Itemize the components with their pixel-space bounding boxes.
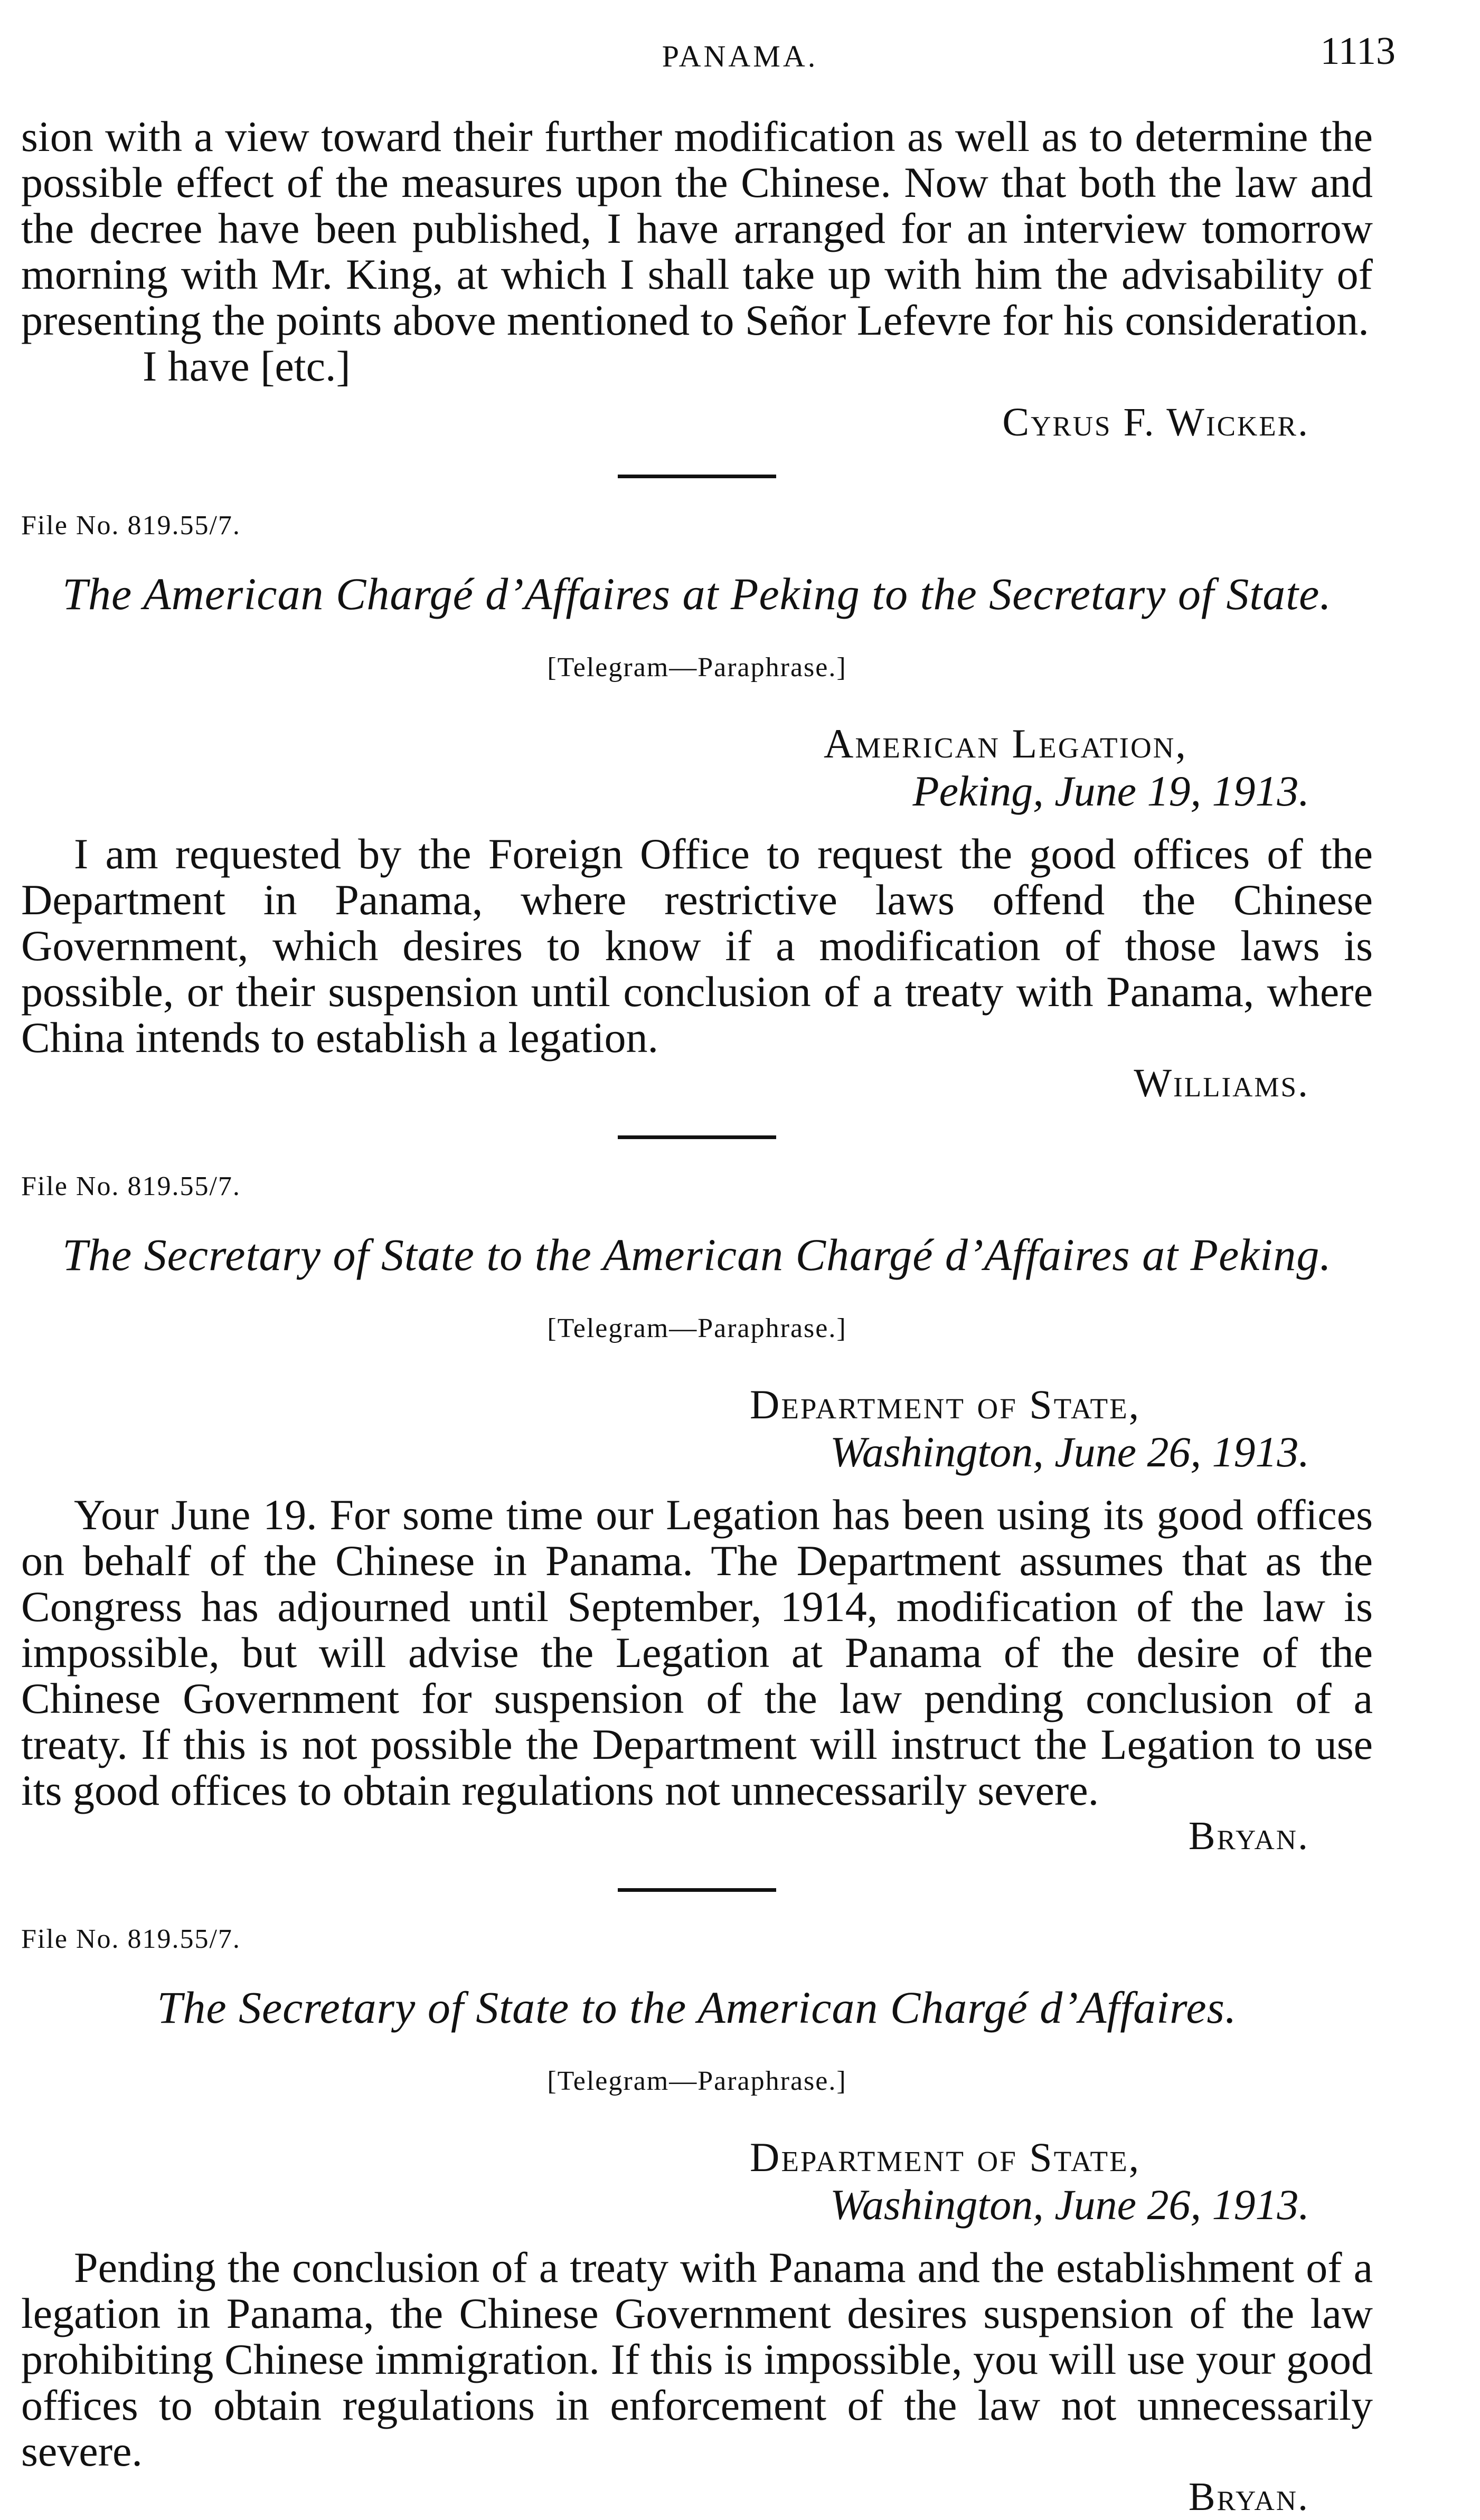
document-title: The Secretary of State to the American Chargé d’Affaires at Peking. [62, 1229, 1332, 1280]
file-number: File No. 819.55/7. [21, 1924, 241, 1954]
document-type: [Telegram—Paraphrase.] [547, 1313, 847, 1343]
sender-line: Department of State, [750, 1381, 1141, 1427]
sender-line: Department of State, [750, 2134, 1141, 2180]
date: June 19, 1913. [1054, 767, 1309, 815]
intro-section [21, 113, 1373, 446]
date: June 26, 1913. [1054, 1428, 1309, 1476]
page-header [0, 29, 1480, 77]
sender-line: American Legation, [824, 721, 1187, 766]
running-head: PANAMA. [662, 39, 818, 73]
document-title: The Secretary of State to the American Chargé d’Affaires. [157, 1982, 1237, 2033]
section-divider [618, 475, 776, 478]
document-signature: Bryan. [1188, 2475, 1309, 2519]
document-signature: Bryan. [1188, 1814, 1309, 1858]
document-type: [Telegram—Paraphrase.] [547, 2066, 847, 2096]
file-number: File No. 819.55/7. [21, 1171, 241, 1201]
document-entry [21, 1924, 1373, 2520]
document-entry [21, 510, 1373, 1106]
document-signature: Williams. [1134, 1061, 1309, 1105]
section-divider [618, 1888, 776, 1892]
place: Washington, [829, 2181, 1044, 2229]
document-entry [21, 1171, 1373, 1859]
place-date [21, 1428, 1373, 1476]
intro-paragraph: sion with a view toward their further modification as well as to determine the possible effect of the measures upon the Chinese. Now that both the law and the decree have been published, I have arranged for an interview tomorrow morning with Mr. King, at which I shall take up with him the advisability of presenting the points above mentioned to Señor Lefevre for his consideration. [21, 112, 1373, 344]
date: June 26, 1913. [1054, 2181, 1309, 2229]
document-body: I am requested by the Foreign Office to request the good offices of the Department in Panama, where restrictive laws offend the Chinese Government, which desires to know if a modification of those laws is possible, or their suspension until conclusion of a treaty with Panama, where China intends to establish a legation. [21, 830, 1373, 1062]
section-divider [618, 1135, 776, 1139]
place: Washington, [829, 1428, 1044, 1476]
intro-closing: I have [etc.] [143, 342, 351, 390]
document-body: Your June 19. For some time our Legation has been using its good offices on behalf of the Chinese in Panama. The Department assumes that as the Congress has adjourned until September, 1914, modification of the law is impossible, but will advise the Legation at Panama of the desire of the Chinese Government for suspension of the law pending conclusion of a treaty. If this is not possible the Department will instruct the Legation to use its good offices to obtain regulations not unnecessarily severe. [21, 1491, 1373, 1814]
page-number: 1113 [1320, 30, 1396, 73]
document-title: The American Chargé d’Affaires at Peking to the Secretary of State. [62, 569, 1332, 619]
intro-signature: Cyrus F. Wicker. [1002, 400, 1309, 444]
place: Peking, [912, 767, 1044, 815]
document-body: Pending the conclusion of a treaty with Panama and the establishment of a legation in Panama, the Chinese Government desires suspension of the law prohibiting Chinese immigration. If this is impossible, you will use your good offices to obtain regulations in enforcement of the law not unnecessarily severe. [21, 2243, 1373, 2475]
place-date [21, 768, 1373, 815]
place-date [21, 2181, 1373, 2229]
file-number: File No. 819.55/7. [21, 510, 241, 541]
document-type: [Telegram—Paraphrase.] [547, 652, 847, 683]
page-content [21, 113, 1373, 2520]
